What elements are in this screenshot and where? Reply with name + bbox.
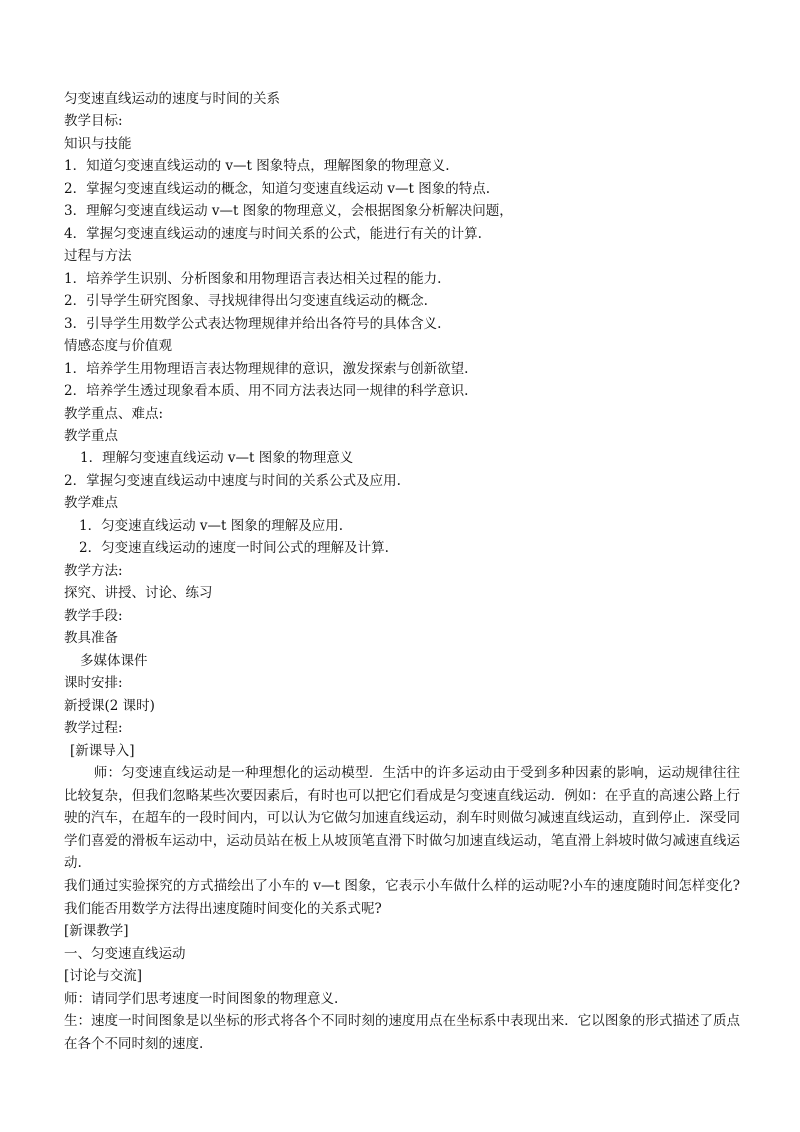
question-paragraph: 我们通过实验探究的方式描绘出了小车的 v—t 图象，它表示小车做什么样的运动呢?小车的速度随时间怎样变化?我们能否用数学方法得出速度随时间变化的关系式呢? [64, 878, 740, 917]
prep-heading: 教具准备 [64, 630, 118, 646]
methods-heading: 教学方法: [64, 563, 123, 579]
key-item: 2．掌握匀变速直线运动中速度与时间的关系公式及应用. [64, 473, 401, 489]
key-heading: 教学重点 [64, 428, 118, 444]
discussion-heading: [讨论与交流] [64, 968, 143, 984]
process-heading-2: 教学过程: [64, 720, 123, 736]
knowledge-item: 3．理解匀变速直线运动 v—t 图象的物理意义，会根据图象分析解决问题， [64, 203, 513, 219]
document-title: 匀变速直线运动的速度与时间的关系 [64, 91, 280, 107]
means-heading: 教学手段: [64, 608, 123, 624]
methods-text: 探究、讲授、讨论、练习 [64, 585, 213, 601]
process-item: 2．引导学生研究图象、寻找规律得出匀变速直线运动的概念. [64, 293, 428, 309]
intro-paragraph: 师：匀变速直线运动是一种理想化的运动模型．生活中的许多运动由于受到多种因素的影响，运动规律往往比较复杂，但我们忽略某些次要因素后，有时也可以把它们看成是匀变速直线运动．例如：在乎直的高速公路上行驶的汽车，在超车的一段时间内，可以认为它做匀加速直线运动，刹车时则做匀减速直线运动，直到停止．深受同学们喜爱的滑板车运动中，运动员站在板上从坡顶笔直滑下时做匀加速直线运动，笔直滑上斜坡时做匀减速直线运动. [64, 765, 740, 872]
attitude-heading: 情感态度与价值观 [64, 338, 172, 354]
process-heading: 过程与方法 [64, 248, 132, 264]
objectives-heading: 教学目标: [64, 113, 123, 129]
knowledge-item: 1．知道匀变速直线运动的 v—t 图象特点，理解图象的物理意义. [64, 158, 450, 174]
key-difficult-heading: 教学重点、难点: [64, 406, 164, 422]
knowledge-item: 4．掌握匀变速直线运动的速度与时间关系的公式，能进行有关的计算. [64, 226, 482, 242]
attitude-item: 1．培养学生用物理语言表达物理规律的意识，激发探索与创新欲望. [64, 361, 469, 377]
attitude-item: 2．培养学生透过现象看本质、用不同方法表达同一规律的科学意识. [64, 383, 469, 399]
key-item: 1．理解匀变速直线运动 v—t 图象的物理意义 [80, 450, 354, 466]
teacher-line: 师：请同学们思考速度一时间图象的物理意义. [64, 991, 339, 1007]
intro-heading: [新课导入] [70, 743, 135, 759]
process-item: 3．引导学生用数学公式表达物理规律并给出各符号的具体含义. [64, 316, 442, 332]
knowledge-item: 2．掌握匀变速直线运动的概念，知道匀变速直线运动 v—t 图象的特点. [64, 181, 491, 197]
prep-text: 多媒体课件 [80, 653, 148, 669]
difficult-heading: 教学难点 [64, 495, 118, 511]
process-item: 1．培养学生识别、分析图象和用物理语言表达相关过程的能力. [64, 271, 442, 287]
difficult-item: 1．匀变速直线运动 v—t 图象的理解及应用. [79, 518, 344, 534]
student-paragraph: 生：速度一时间图象是以坐标的形式将各个不同时刻的速度用点在坐标系中表现出来．它以图象的形式描述了质点在各个不同时刻的速度. [64, 1013, 740, 1052]
schedule-text: 新授课(2 课时) [64, 698, 155, 714]
difficult-item: 2．匀变速直线运动的速度一时间公式的理解及计算. [79, 540, 389, 556]
knowledge-heading: 知识与技能 [64, 136, 132, 152]
schedule-heading: 课时安排: [64, 675, 123, 691]
section-one-heading: 一、匀变速直线运动 [64, 946, 186, 962]
new-lesson-heading: [新课教学] [64, 923, 129, 939]
